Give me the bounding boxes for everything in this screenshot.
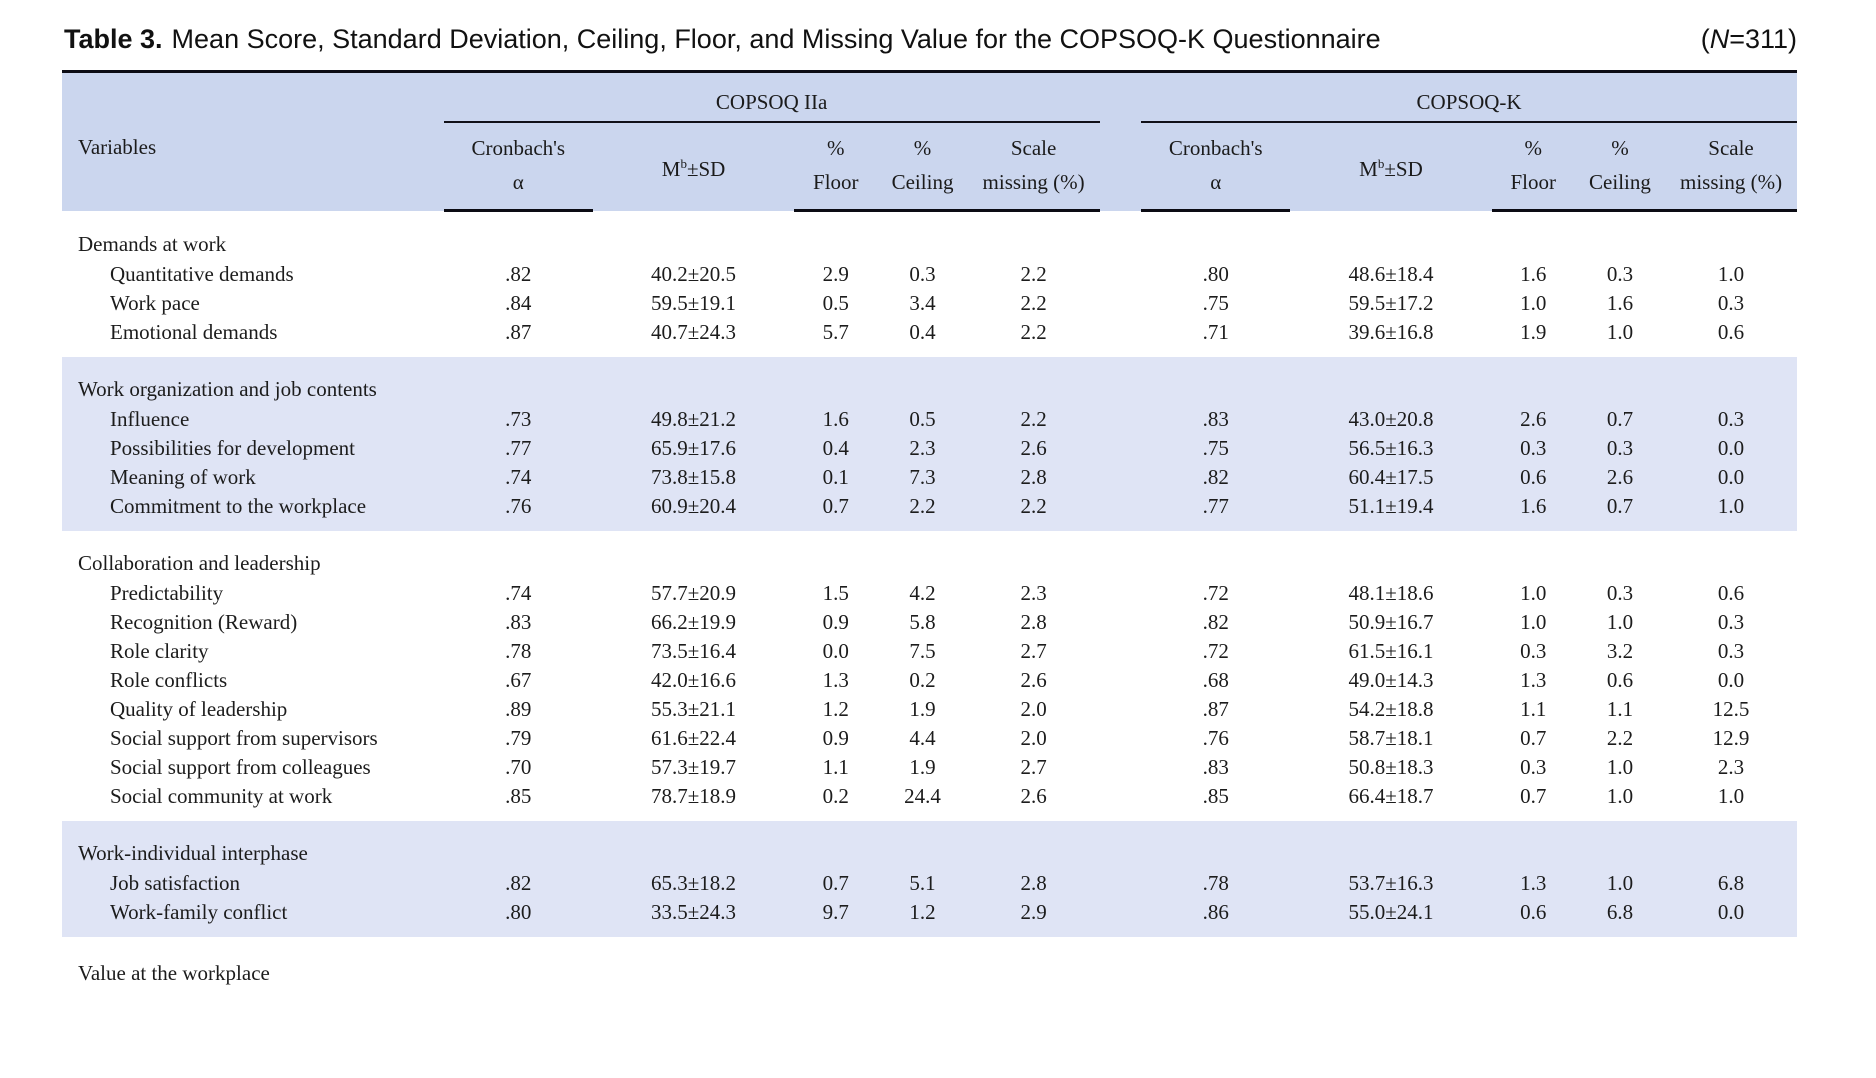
value-cell-iia: 65.9±17.6 — [593, 434, 794, 463]
value-cell-k: 1.6 — [1575, 289, 1665, 318]
value-cell-iia: 2.2 — [968, 260, 1100, 289]
value-cell-k: 51.1±19.4 — [1290, 492, 1491, 531]
value-cell-k: .75 — [1141, 289, 1290, 318]
value-cell-k: .75 — [1141, 434, 1290, 463]
value-cell-iia: 0.5 — [794, 289, 877, 318]
col-missing-k: missing (%) — [1665, 165, 1797, 211]
column-gap — [1100, 463, 1142, 492]
value-cell-iia: .74 — [444, 579, 593, 608]
value-cell-iia: 65.3±18.2 — [593, 869, 794, 898]
value-cell-iia: .73 — [444, 405, 593, 434]
value-cell-iia: .76 — [444, 492, 593, 531]
value-cell-k: 54.2±18.8 — [1290, 695, 1491, 724]
value-cell-iia: .85 — [444, 782, 593, 821]
value-cell-iia: .70 — [444, 753, 593, 782]
value-cell-k: 0.3 — [1665, 289, 1797, 318]
variable-label: Commitment to the workplace — [62, 492, 444, 531]
value-cell-iia: .80 — [444, 898, 593, 937]
value-cell-iia: 0.7 — [794, 492, 877, 531]
table-row — [62, 724, 1797, 753]
variable-label: Work-family conflict — [62, 898, 444, 937]
col-floor-iia: Floor — [794, 165, 877, 211]
value-cell-k: 0.6 — [1492, 898, 1575, 937]
value-cell-k: 1.0 — [1492, 608, 1575, 637]
table-row — [62, 695, 1797, 724]
value-cell-k: 0.3 — [1575, 260, 1665, 289]
value-cell-k: 1.1 — [1492, 695, 1575, 724]
table-row — [62, 318, 1797, 357]
variable-label: Social support from supervisors — [62, 724, 444, 753]
col-cronbach-iia: Cronbach's — [444, 122, 593, 165]
table-row — [62, 289, 1797, 318]
value-cell-iia: 2.8 — [968, 608, 1100, 637]
value-cell-k: 0.7 — [1575, 492, 1665, 531]
copsoq-table — [62, 70, 1797, 989]
table-section — [62, 211, 1797, 358]
value-cell-k: 1.0 — [1492, 289, 1575, 318]
value-cell-k: 66.4±18.7 — [1290, 782, 1491, 821]
value-cell-iia: 2.8 — [968, 463, 1100, 492]
value-cell-iia: 1.2 — [877, 898, 967, 937]
value-cell-iia: 4.2 — [877, 579, 967, 608]
variable-label: Role clarity — [62, 637, 444, 666]
table-row — [62, 492, 1797, 531]
value-cell-k: 12.5 — [1665, 695, 1797, 724]
table-row — [62, 869, 1797, 898]
value-cell-k: .71 — [1141, 318, 1290, 357]
value-cell-iia: 2.0 — [968, 695, 1100, 724]
value-cell-iia: 2.2 — [968, 318, 1100, 357]
section-title: Value at the workplace — [62, 937, 1797, 989]
value-cell-k: .80 — [1141, 260, 1290, 289]
table-row — [62, 666, 1797, 695]
value-cell-k: .86 — [1141, 898, 1290, 937]
value-cell-iia: 0.2 — [877, 666, 967, 695]
value-cell-iia: 60.9±20.4 — [593, 492, 794, 531]
value-cell-k: .72 — [1141, 637, 1290, 666]
column-gap — [1100, 782, 1142, 821]
value-cell-k: 0.0 — [1665, 898, 1797, 937]
section-title: Demands at work — [62, 211, 1797, 261]
value-cell-iia: 2.2 — [877, 492, 967, 531]
value-cell-k: 6.8 — [1575, 898, 1665, 937]
value-cell-iia: .82 — [444, 869, 593, 898]
col-floor-pct-k: % — [1492, 122, 1575, 165]
value-cell-k: 2.6 — [1575, 463, 1665, 492]
value-cell-iia: 1.5 — [794, 579, 877, 608]
col-floor-k: Floor — [1492, 165, 1575, 211]
value-cell-iia: 7.5 — [877, 637, 967, 666]
value-cell-k: 39.6±16.8 — [1290, 318, 1491, 357]
value-cell-k: .82 — [1141, 608, 1290, 637]
table-section — [62, 357, 1797, 531]
value-cell-iia: 0.2 — [794, 782, 877, 821]
value-cell-iia: 24.4 — [877, 782, 967, 821]
value-cell-k: 1.1 — [1575, 695, 1665, 724]
value-cell-k: .72 — [1141, 579, 1290, 608]
value-cell-iia: 4.4 — [877, 724, 967, 753]
value-cell-iia: 0.0 — [794, 637, 877, 666]
value-cell-iia: 1.9 — [877, 695, 967, 724]
sample-size: (N=311) — [1700, 24, 1797, 54]
value-cell-iia: .82 — [444, 260, 593, 289]
value-cell-iia: 2.6 — [968, 434, 1100, 463]
table-section — [62, 937, 1797, 989]
column-gap — [1100, 405, 1142, 434]
group-header-copsoq-k: COPSOQ-K — [1141, 72, 1797, 123]
variable-label: Recognition (Reward) — [62, 608, 444, 637]
value-cell-iia: 2.2 — [968, 405, 1100, 434]
value-cell-k: 1.6 — [1492, 260, 1575, 289]
value-cell-iia: 3.4 — [877, 289, 967, 318]
value-cell-k: 61.5±16.1 — [1290, 637, 1491, 666]
value-cell-k: 0.6 — [1575, 666, 1665, 695]
value-cell-iia: 1.9 — [877, 753, 967, 782]
value-cell-k: 1.0 — [1575, 318, 1665, 357]
value-cell-k: 0.3 — [1492, 637, 1575, 666]
value-cell-iia: .89 — [444, 695, 593, 724]
value-cell-iia: 2.3 — [968, 579, 1100, 608]
section-title: Collaboration and leadership — [62, 531, 1797, 579]
value-cell-iia: 1.1 — [794, 753, 877, 782]
group-header-row — [62, 72, 1797, 123]
group-header-copsoq-iia: COPSOQ IIa — [444, 72, 1100, 123]
variable-label: Role conflicts — [62, 666, 444, 695]
column-gap — [1100, 695, 1142, 724]
column-gap — [1100, 260, 1142, 289]
value-cell-k: 43.0±20.8 — [1290, 405, 1491, 434]
variable-label: Predictability — [62, 579, 444, 608]
value-cell-k: 0.7 — [1575, 405, 1665, 434]
col-scale-missing-k: Scale — [1665, 122, 1797, 165]
value-cell-k: 59.5±17.2 — [1290, 289, 1491, 318]
value-cell-iia: 2.0 — [968, 724, 1100, 753]
column-gap — [1100, 666, 1142, 695]
value-cell-k: .78 — [1141, 869, 1290, 898]
variable-label: Quality of leadership — [62, 695, 444, 724]
table-row — [62, 753, 1797, 782]
table-caption — [64, 24, 1797, 54]
value-cell-k: 0.3 — [1665, 405, 1797, 434]
section-title-row — [62, 821, 1797, 869]
value-cell-iia: 7.3 — [877, 463, 967, 492]
value-cell-k: .82 — [1141, 463, 1290, 492]
table-number: Table 3. — [64, 24, 163, 54]
table-row — [62, 463, 1797, 492]
column-gap — [1100, 289, 1142, 318]
column-gap — [1100, 579, 1142, 608]
col-ceiling-pct-iia: % — [877, 122, 967, 165]
value-cell-k: 1.0 — [1575, 608, 1665, 637]
value-cell-iia: 1.6 — [794, 405, 877, 434]
section-title: Work organization and job contents — [62, 357, 1797, 405]
value-cell-k: .83 — [1141, 405, 1290, 434]
value-cell-k: 0.7 — [1492, 782, 1575, 821]
col-missing-iia: missing (%) — [968, 165, 1100, 211]
value-cell-k: 1.0 — [1665, 782, 1797, 821]
col-ceiling-k: Ceiling — [1575, 165, 1665, 211]
value-cell-iia: 57.3±19.7 — [593, 753, 794, 782]
col-cronbach-k: Cronbach's — [1141, 122, 1290, 165]
value-cell-k: 0.6 — [1492, 463, 1575, 492]
table-title: Mean Score, Standard Deviation, Ceiling, Floor, and Missing Value for the COPSOQ-K Questionnaire — [171, 24, 1381, 54]
value-cell-k: 0.6 — [1665, 579, 1797, 608]
section-title-row — [62, 531, 1797, 579]
column-gap — [1100, 492, 1142, 531]
value-cell-iia: .74 — [444, 463, 593, 492]
table-section — [62, 531, 1797, 821]
section-title-row — [62, 937, 1797, 989]
value-cell-iia: 61.6±22.4 — [593, 724, 794, 753]
value-cell-iia: 0.1 — [794, 463, 877, 492]
value-cell-k: 55.0±24.1 — [1290, 898, 1491, 937]
value-cell-iia: 2.8 — [968, 869, 1100, 898]
value-cell-k: .76 — [1141, 724, 1290, 753]
variable-label: Meaning of work — [62, 463, 444, 492]
value-cell-iia: 40.7±24.3 — [593, 318, 794, 357]
value-cell-k: 0.3 — [1665, 608, 1797, 637]
value-cell-iia: 2.6 — [968, 666, 1100, 695]
col-alpha-iia: α — [444, 165, 593, 211]
variable-label: Social community at work — [62, 782, 444, 821]
col-alpha-k: α — [1141, 165, 1290, 211]
footnote-b: b — [680, 155, 687, 171]
value-cell-k: 1.3 — [1492, 869, 1575, 898]
col-scale-missing-iia: Scale — [968, 122, 1100, 165]
value-cell-iia: 0.7 — [794, 869, 877, 898]
value-cell-k: 0.3 — [1575, 434, 1665, 463]
value-cell-k: 0.0 — [1665, 463, 1797, 492]
value-cell-k: 53.7±16.3 — [1290, 869, 1491, 898]
value-cell-iia: 66.2±19.9 — [593, 608, 794, 637]
value-cell-iia: .67 — [444, 666, 593, 695]
value-cell-k: .83 — [1141, 753, 1290, 782]
value-cell-iia: 42.0±16.6 — [593, 666, 794, 695]
value-cell-k: 0.3 — [1575, 579, 1665, 608]
value-cell-k: .77 — [1141, 492, 1290, 531]
value-cell-k: 6.8 — [1665, 869, 1797, 898]
value-cell-k: 49.0±14.3 — [1290, 666, 1491, 695]
column-gap — [1100, 869, 1142, 898]
value-cell-k: 0.0 — [1665, 434, 1797, 463]
variable-label: Work pace — [62, 289, 444, 318]
column-gap — [1100, 434, 1142, 463]
value-cell-k: 2.3 — [1665, 753, 1797, 782]
value-cell-k: 1.0 — [1575, 869, 1665, 898]
value-cell-k: 1.3 — [1492, 666, 1575, 695]
value-cell-k: 56.5±16.3 — [1290, 434, 1491, 463]
col-floor-pct-iia: % — [794, 122, 877, 165]
value-cell-k: 0.3 — [1492, 753, 1575, 782]
variable-label: Possibilities for development — [62, 434, 444, 463]
table-section — [62, 821, 1797, 937]
column-gap — [1100, 753, 1142, 782]
value-cell-iia: 49.8±21.2 — [593, 405, 794, 434]
table-row — [62, 782, 1797, 821]
value-cell-iia: 57.7±20.9 — [593, 579, 794, 608]
variable-label: Job satisfaction — [62, 869, 444, 898]
value-cell-k: 58.7±18.1 — [1290, 724, 1491, 753]
value-cell-iia: 33.5±24.3 — [593, 898, 794, 937]
value-cell-iia: 0.3 — [877, 260, 967, 289]
value-cell-iia: 5.7 — [794, 318, 877, 357]
variable-label: Influence — [62, 405, 444, 434]
value-cell-iia: .87 — [444, 318, 593, 357]
value-cell-k: 0.6 — [1665, 318, 1797, 357]
value-cell-iia: 2.9 — [794, 260, 877, 289]
value-cell-k: 1.0 — [1575, 753, 1665, 782]
table-row — [62, 434, 1797, 463]
value-cell-k: 50.8±18.3 — [1290, 753, 1491, 782]
value-cell-iia: 2.3 — [877, 434, 967, 463]
value-cell-iia: 2.9 — [968, 898, 1100, 937]
footnote-b: b — [1377, 155, 1385, 171]
value-cell-iia: 40.2±20.5 — [593, 260, 794, 289]
value-cell-iia: 5.8 — [877, 608, 967, 637]
column-gap — [1100, 72, 1142, 211]
value-cell-iia: 9.7 — [794, 898, 877, 937]
value-cell-iia: .78 — [444, 637, 593, 666]
value-cell-k: 3.2 — [1575, 637, 1665, 666]
value-cell-k: 0.0 — [1665, 666, 1797, 695]
value-cell-iia: 0.5 — [877, 405, 967, 434]
value-cell-iia: 0.4 — [794, 434, 877, 463]
variables-column-header: Variables — [62, 72, 444, 211]
value-cell-iia: 73.8±15.8 — [593, 463, 794, 492]
value-cell-k: 48.6±18.4 — [1290, 260, 1491, 289]
value-cell-k: 1.0 — [1665, 260, 1797, 289]
value-cell-k: 1.9 — [1492, 318, 1575, 357]
section-title-row — [62, 211, 1797, 261]
col-mean-sd-iia: M$^b$±SD — [593, 122, 794, 211]
variable-label: Quantitative demands — [62, 260, 444, 289]
value-cell-k: 1.0 — [1575, 782, 1665, 821]
value-cell-k: 0.7 — [1492, 724, 1575, 753]
section-title-row — [62, 357, 1797, 405]
value-cell-iia: 1.2 — [794, 695, 877, 724]
value-cell-k: 0.3 — [1492, 434, 1575, 463]
value-cell-iia: .79 — [444, 724, 593, 753]
value-cell-k: 12.9 — [1665, 724, 1797, 753]
table-row — [62, 637, 1797, 666]
section-title: Work-individual interphase — [62, 821, 1797, 869]
value-cell-k: 60.4±17.5 — [1290, 463, 1491, 492]
value-cell-iia: 0.4 — [877, 318, 967, 357]
value-cell-iia: 0.9 — [794, 608, 877, 637]
value-cell-k: .87 — [1141, 695, 1290, 724]
column-gap — [1100, 608, 1142, 637]
table-row — [62, 579, 1797, 608]
value-cell-iia: 2.6 — [968, 782, 1100, 821]
value-cell-iia: 78.7±18.9 — [593, 782, 794, 821]
table-row — [62, 260, 1797, 289]
value-cell-k: 48.1±18.6 — [1290, 579, 1491, 608]
value-cell-iia: 2.7 — [968, 637, 1100, 666]
column-gap — [1100, 898, 1142, 937]
value-cell-iia: 0.9 — [794, 724, 877, 753]
table-row — [62, 898, 1797, 937]
col-ceiling-pct-k: % — [1575, 122, 1665, 165]
variable-label: Emotional demands — [62, 318, 444, 357]
col-mean-sd-k: M$^b$±SD — [1290, 122, 1491, 211]
value-cell-k: 1.6 — [1492, 492, 1575, 531]
table-row — [62, 608, 1797, 637]
value-cell-k: .85 — [1141, 782, 1290, 821]
value-cell-k: 1.0 — [1665, 492, 1797, 531]
value-cell-iia: 5.1 — [877, 869, 967, 898]
column-gap — [1100, 724, 1142, 753]
value-cell-iia: 2.2 — [968, 492, 1100, 531]
value-cell-iia: .83 — [444, 608, 593, 637]
table-row — [62, 405, 1797, 434]
value-cell-k: 1.0 — [1492, 579, 1575, 608]
value-cell-iia: 1.3 — [794, 666, 877, 695]
variable-label: Social support from colleagues — [62, 753, 444, 782]
value-cell-iia: 59.5±19.1 — [593, 289, 794, 318]
column-gap — [1100, 318, 1142, 357]
value-cell-iia: 73.5±16.4 — [593, 637, 794, 666]
value-cell-k: 2.6 — [1492, 405, 1575, 434]
column-gap — [1100, 637, 1142, 666]
value-cell-iia: 2.7 — [968, 753, 1100, 782]
value-cell-k: .68 — [1141, 666, 1290, 695]
value-cell-iia: .77 — [444, 434, 593, 463]
value-cell-iia: .84 — [444, 289, 593, 318]
value-cell-k: 50.9±16.7 — [1290, 608, 1491, 637]
table-header — [62, 72, 1797, 211]
col-ceiling-iia: Ceiling — [877, 165, 967, 211]
value-cell-iia: 55.3±21.1 — [593, 695, 794, 724]
value-cell-k: 0.3 — [1665, 637, 1797, 666]
value-cell-k: 2.2 — [1575, 724, 1665, 753]
value-cell-iia: 2.2 — [968, 289, 1100, 318]
